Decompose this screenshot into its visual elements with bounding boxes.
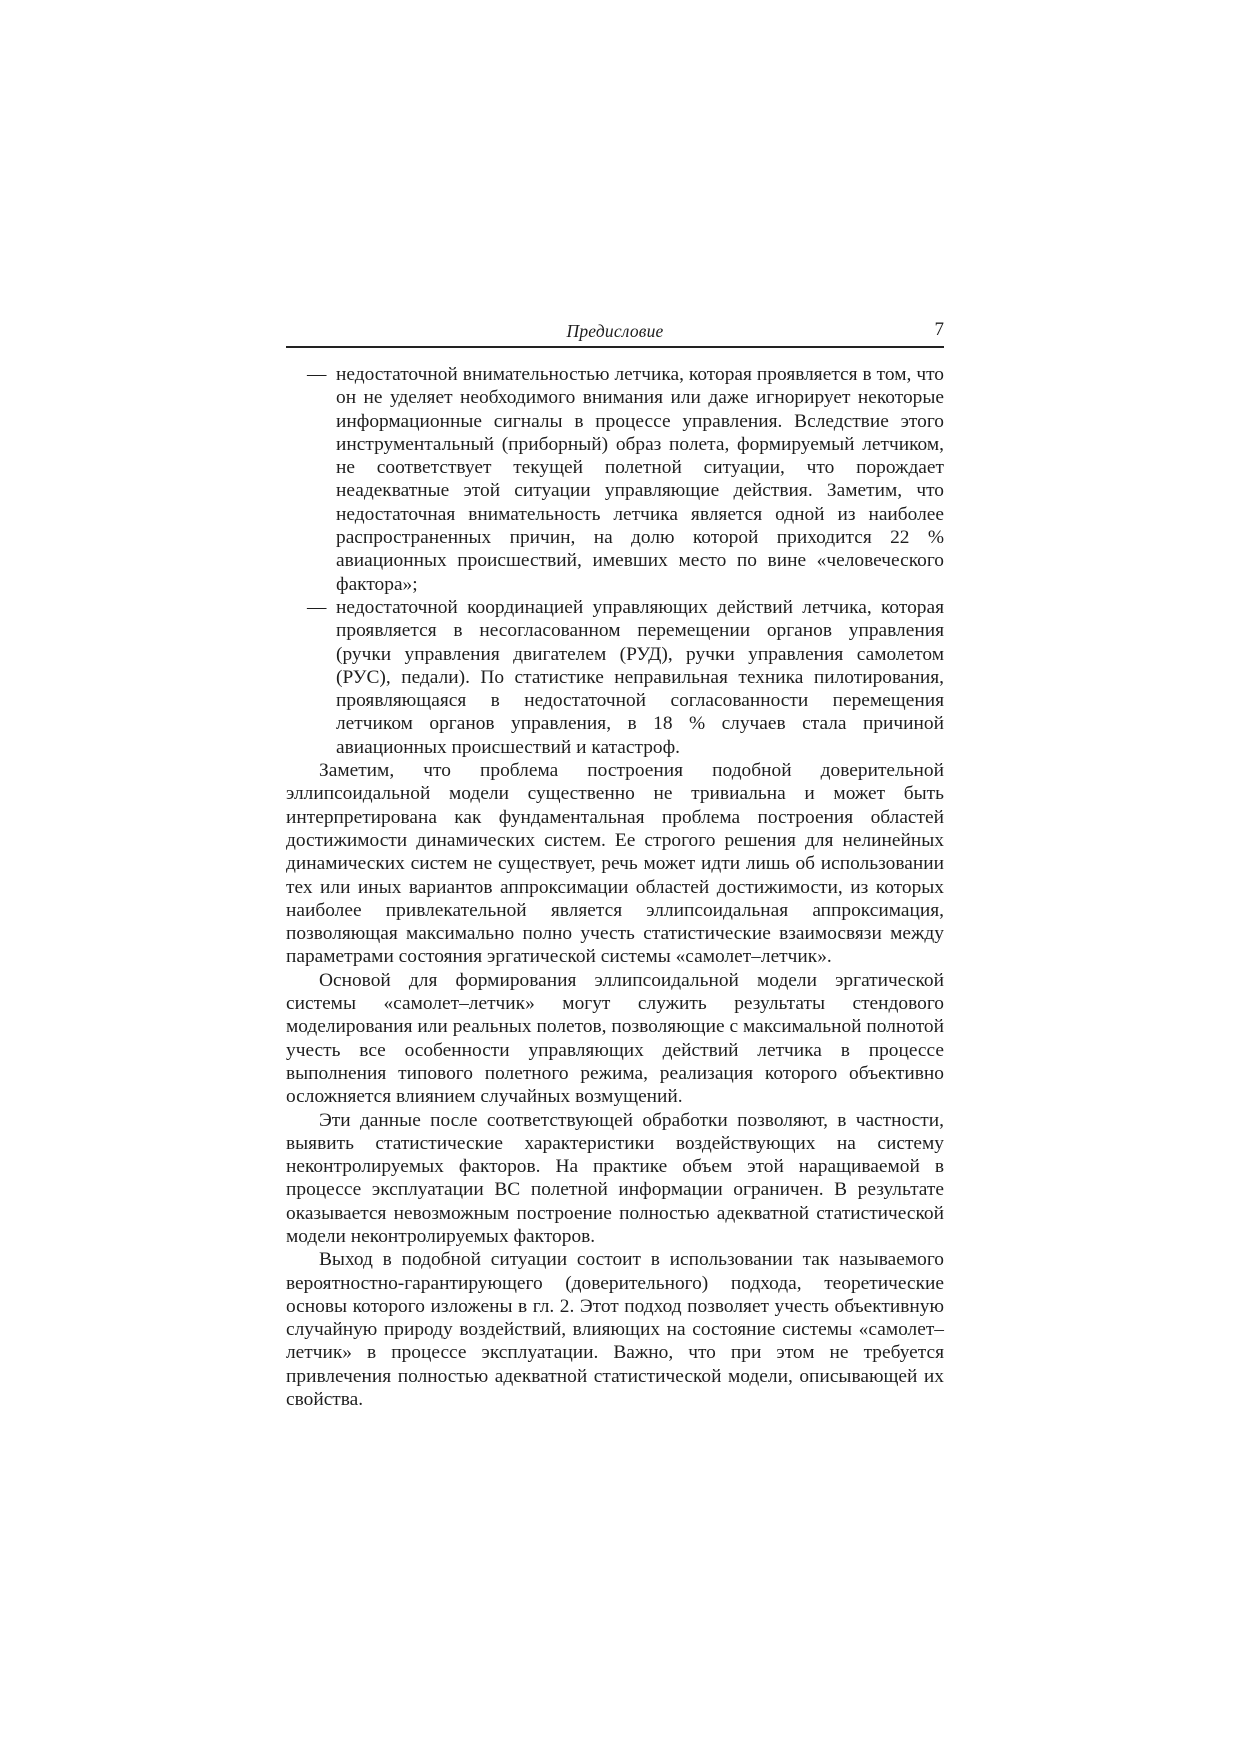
body-text <box>286 363 944 1411</box>
list-dash: — <box>307 596 327 618</box>
paragraph: Выход в подобной ситуации состоит в использовании так называемого вероятностно-гарантирующего (доверительного) подхода, теоретические основы которого изложены в гл. 2. Этот подход позволяет учесть объективную случайную природу воздействий, влияющих на состояние системы «самолет–летчик» в процессе эксплуатации. Важно, что при этом не требуется привлечения полностью адекватной статистической модели, описывающей их свойства. <box>286 1249 944 1411</box>
list-item-text: недостаточной координацией управляющих действий летчика, которая проявляется в несогласованном перемещении органов управления (ручки управления двигателем (РУД), ручки управления самолетом (РУС), педали). По статистике неправильная техника пилотирования, проявляющаяся в недостаточной согласованности перемещения летчиком органов управления, в 18 % случаев стала причиной авиационных происшествий и катастроф. <box>336 596 944 758</box>
paragraph: Заметим, что проблема построения подобной доверительной эллипсоидальной модели существенно не тривиальна и может быть интерпретирована как фундаментальная проблема построения областей достижимости динамических систем. Ее строгого решения для нелинейных динамических систем не существует, речь может идти лишь об использовании тех или иных вариантов аппроксимации областей достижимости, из которых наиболее привлекательной является эллипсоидальная аппроксимация, позволяющая максимально полно учесть статистические взаимосвязи между параметрами состояния эргатической системы «самолет–летчик». <box>286 760 944 968</box>
running-title: Предисловие <box>566 321 664 341</box>
page-number: 7 <box>934 319 944 340</box>
paragraph: Основой для формирования эллипсоидальной модели эргатической системы «самолет–летчик» могут служить результаты стендового моделирования или реальных полетов, позволяющие с максимальной полнотой учесть все особенности управляющих действий летчика в процессе выполнения типового полетного режима, реализация которого объективно осложняется влиянием случайных возмущений. <box>286 969 944 1108</box>
list-item <box>286 363 944 596</box>
paragraph: Эти данные после соответствующей обработки позволяют, в частности, выявить статистические характеристики воздействующих на систему неконтролируемых факторов. На практике объем этой наращиваемой в процессе эксплуатации ВС полетной информации ограничен. В результате оказывается невозможным построение полностью адекватной статистической модели неконтролируемых факторов. <box>286 1109 944 1247</box>
list-dash: — <box>307 364 327 385</box>
list-item <box>286 596 944 759</box>
list-item-text: недостаточной внимательностью летчика, которая проявляется в том, что он не уделяет необходимого внимания или даже игнорирует некоторые информационные сигналы в процессе управления. Вследствие этого инструментальный (приборный) образ полета, формируемый летчиком, не соответствует текущей полетной ситуации, что порождает неадекватные этой ситуации управляющие действия. Заметим, что недостаточная внимательность летчика является одной из наиболее распространенных причин, на долю которой приходится 22 % авиационных происшествий, имевших место по вине «человеческого фактора»; <box>336 364 944 595</box>
running-header <box>286 318 944 348</box>
